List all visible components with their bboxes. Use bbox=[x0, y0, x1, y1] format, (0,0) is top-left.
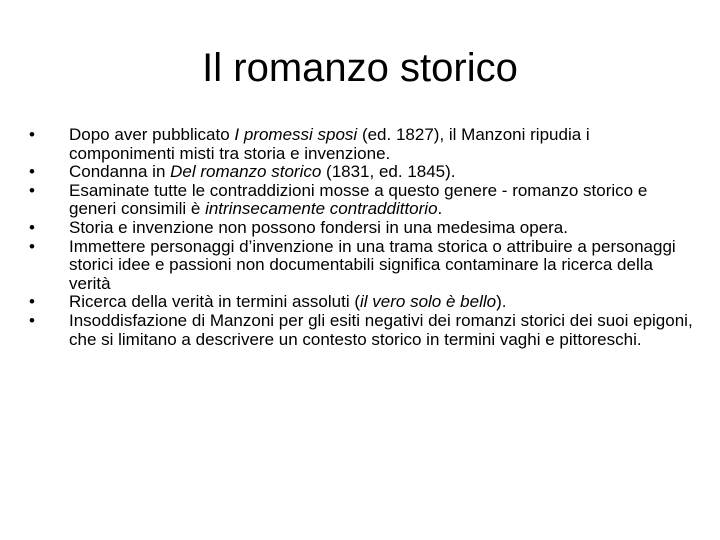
bullet-icon: • bbox=[29, 310, 35, 330]
bullet-text bbox=[69, 237, 676, 293]
bullet-icon: • bbox=[29, 292, 35, 312]
bullet-text bbox=[69, 125, 590, 163]
bullet-icon: • bbox=[29, 236, 35, 256]
list-item bbox=[29, 293, 694, 312]
bullet-icon: • bbox=[29, 180, 35, 200]
bullet-text bbox=[69, 218, 568, 237]
bullet-icon: • bbox=[29, 125, 35, 144]
bullet-icon: • bbox=[29, 217, 35, 237]
text-run: Storia e invenzione non possono fondersi in una medesima opera. bbox=[69, 217, 568, 237]
bullet-icon: • bbox=[29, 162, 35, 182]
list-item bbox=[29, 312, 694, 349]
text-run: ). bbox=[496, 292, 507, 312]
quotation: il vero solo è bello bbox=[360, 292, 497, 312]
bullet-text bbox=[69, 162, 456, 181]
text-run: . bbox=[437, 199, 443, 219]
text-run: Dopo aver pubblicato bbox=[69, 125, 235, 144]
list-item bbox=[29, 163, 694, 182]
text-run: Immettere personaggi d’invenzione in una trama storica o attribuire a personaggi storici idee e passioni non documentabili significa contaminare la ricerca della verità bbox=[69, 236, 676, 293]
list-item bbox=[29, 182, 694, 219]
text-run: Insoddisfazione di Manzoni per gli esiti negativi dei romanzi storici dei suoi epigoni, che si limitano a descrivere un contesto storico in termini vaghi e pittoreschi. bbox=[69, 310, 693, 349]
slide-title: Il romanzo storico bbox=[202, 46, 518, 90]
book-title: Del romanzo storico bbox=[170, 162, 322, 182]
bullet-text bbox=[69, 292, 506, 311]
text-run: (1831, ed. 1845). bbox=[321, 162, 456, 182]
bullet-text bbox=[69, 181, 647, 219]
text-run: Condanna in bbox=[69, 162, 171, 182]
text-run: (ed. 1827), il Manzoni ripudia i componimenti misti tra storia e invenzione. bbox=[69, 125, 590, 163]
list-item bbox=[29, 238, 694, 294]
emphasis: intrinsecamente contraddittorio bbox=[205, 199, 438, 219]
text-run: Ricerca della verità in termini assoluti ( bbox=[69, 292, 360, 312]
bullet-list bbox=[29, 126, 694, 349]
text-run: Esaminate tutte le contraddizioni mosse a questo genere - romanzo storico e generi consimili è bbox=[69, 180, 648, 219]
bullet-text bbox=[69, 311, 693, 349]
list-item bbox=[29, 219, 694, 238]
list-item bbox=[29, 126, 694, 163]
book-title: I promessi sposi bbox=[234, 125, 358, 144]
